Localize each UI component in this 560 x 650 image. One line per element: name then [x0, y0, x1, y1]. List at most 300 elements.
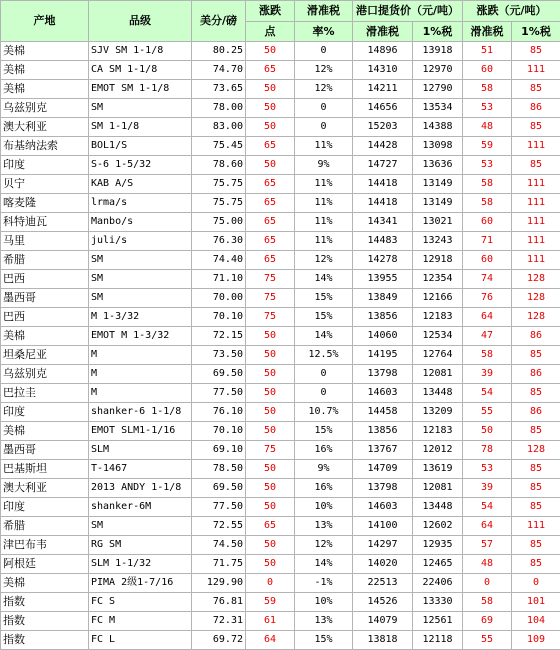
- cell-port-1pct: 12012: [413, 441, 463, 460]
- cell-delta-1pct: 86: [512, 365, 560, 384]
- cell-port-1pct: 12166: [413, 289, 463, 308]
- cell-delta-1pct: 111: [512, 61, 560, 80]
- cell-port-1pct: 13021: [413, 213, 463, 232]
- cell-delta-sliding: 69: [463, 612, 512, 631]
- cell-origin: 希腊: [1, 517, 89, 536]
- cell-tax: 12%: [295, 80, 353, 99]
- cell-change: 50: [246, 327, 295, 346]
- cell-grade: SM: [89, 251, 192, 270]
- cell-change: 75: [246, 270, 295, 289]
- cell-port-sliding: 14727: [353, 156, 413, 175]
- cell-tax: 15%: [295, 289, 353, 308]
- table-row: [1, 194, 560, 213]
- cell-change: 50: [246, 422, 295, 441]
- table-row: [1, 403, 560, 422]
- cell-port-1pct: 12534: [413, 327, 463, 346]
- cell-port-sliding: 14526: [353, 593, 413, 612]
- table-row: [1, 593, 560, 612]
- cell-origin: 贝宁: [1, 175, 89, 194]
- cell-delta-sliding: 57: [463, 536, 512, 555]
- cell-origin: 美棉: [1, 422, 89, 441]
- cell-change: 50: [246, 99, 295, 118]
- table-row: [1, 118, 560, 137]
- cell-grade: shanker-6M: [89, 498, 192, 517]
- cell-port-1pct: 13636: [413, 156, 463, 175]
- cell-price: 75.00: [192, 213, 246, 232]
- cell-port-sliding: 14603: [353, 384, 413, 403]
- table-row: [1, 42, 560, 61]
- cell-price: 72.55: [192, 517, 246, 536]
- cell-port-sliding: 22513: [353, 574, 413, 593]
- cell-price: 74.70: [192, 61, 246, 80]
- cell-tax: 11%: [295, 194, 353, 213]
- cell-delta-sliding: 48: [463, 118, 512, 137]
- cell-grade: SM: [89, 517, 192, 536]
- cell-delta-sliding: 58: [463, 593, 512, 612]
- cell-grade: shanker-6 1-1/8: [89, 403, 192, 422]
- cell-origin: 墨西哥: [1, 289, 89, 308]
- cell-port-sliding: 14428: [353, 137, 413, 156]
- cell-delta-sliding: 39: [463, 365, 512, 384]
- cell-change: 65: [246, 517, 295, 536]
- cell-price: 69.50: [192, 479, 246, 498]
- cell-port-sliding: 15203: [353, 118, 413, 137]
- table-row: [1, 574, 560, 593]
- table-row: [1, 232, 560, 251]
- cell-port-sliding: 14603: [353, 498, 413, 517]
- cell-change: 64: [246, 631, 295, 650]
- cell-delta-1pct: 86: [512, 99, 560, 118]
- cell-port-1pct: 13243: [413, 232, 463, 251]
- cell-grade: EMOT SM 1-1/8: [89, 80, 192, 99]
- cell-origin: 布基纳法索: [1, 137, 89, 156]
- cell-change: 75: [246, 441, 295, 460]
- cell-delta-1pct: 128: [512, 441, 560, 460]
- cell-grade: FC L: [89, 631, 192, 650]
- cell-delta-sliding: 50: [463, 422, 512, 441]
- cell-change: 65: [246, 61, 295, 80]
- table-row: [1, 365, 560, 384]
- table-row: [1, 175, 560, 194]
- header-delta-sliding: 滑准税: [463, 22, 512, 42]
- cell-change: 50: [246, 479, 295, 498]
- header-sliding-tax-sub: 率%: [295, 22, 353, 42]
- cell-delta-sliding: 55: [463, 403, 512, 422]
- cell-price: 72.15: [192, 327, 246, 346]
- cell-port-sliding: 13856: [353, 308, 413, 327]
- cell-grade: EMOT SLM1-1/16: [89, 422, 192, 441]
- table-row: [1, 270, 560, 289]
- cell-port-1pct: 13098: [413, 137, 463, 156]
- table-row: [1, 99, 560, 118]
- cell-delta-sliding: 55: [463, 631, 512, 650]
- cell-tax: 16%: [295, 441, 353, 460]
- cell-port-1pct: 12081: [413, 365, 463, 384]
- cell-grade: SM: [89, 289, 192, 308]
- cell-change: 50: [246, 365, 295, 384]
- cell-change: 50: [246, 555, 295, 574]
- cell-origin: 澳大利亚: [1, 118, 89, 137]
- cell-grade: SJV SM 1-1/8: [89, 42, 192, 61]
- cell-origin: 巴西: [1, 270, 89, 289]
- cell-port-1pct: 12602: [413, 517, 463, 536]
- table-row: [1, 441, 560, 460]
- cell-tax: 15%: [295, 422, 353, 441]
- cell-grade: BOL1/S: [89, 137, 192, 156]
- cell-port-1pct: 13448: [413, 384, 463, 403]
- cell-tax: 12%: [295, 536, 353, 555]
- cell-change: 59: [246, 593, 295, 612]
- cell-delta-1pct: 85: [512, 42, 560, 61]
- cell-grade: SLM 1-1/32: [89, 555, 192, 574]
- table-row: [1, 289, 560, 308]
- cell-price: 77.50: [192, 498, 246, 517]
- cell-tax: 14%: [295, 270, 353, 289]
- cell-delta-sliding: 51: [463, 42, 512, 61]
- cell-delta-1pct: 85: [512, 498, 560, 517]
- cell-origin: 津巴布韦: [1, 536, 89, 555]
- header-delta-1pct: 1%税: [512, 22, 560, 42]
- cell-delta-sliding: 53: [463, 156, 512, 175]
- header-port-price: 港口提货价（元/吨）: [353, 1, 463, 22]
- cell-grade: RG SM: [89, 536, 192, 555]
- cell-grade: S-6 1-5/32: [89, 156, 192, 175]
- cell-delta-sliding: 58: [463, 175, 512, 194]
- cell-port-1pct: 12790: [413, 80, 463, 99]
- cell-port-sliding: 14020: [353, 555, 413, 574]
- cell-price: 76.81: [192, 593, 246, 612]
- cell-port-sliding: 14079: [353, 612, 413, 631]
- cell-origin: 希腊: [1, 251, 89, 270]
- cell-port-sliding: 13955: [353, 270, 413, 289]
- cell-port-1pct: 12183: [413, 308, 463, 327]
- cell-port-1pct: 13918: [413, 42, 463, 61]
- cell-delta-1pct: 109: [512, 631, 560, 650]
- cell-delta-sliding: 64: [463, 308, 512, 327]
- cell-change: 65: [246, 137, 295, 156]
- cell-change: 65: [246, 175, 295, 194]
- table-row: [1, 422, 560, 441]
- cell-tax: 13%: [295, 517, 353, 536]
- table-row: [1, 137, 560, 156]
- cell-port-1pct: 12970: [413, 61, 463, 80]
- cell-delta-sliding: 39: [463, 479, 512, 498]
- cell-grade: EMOT M 1-3/32: [89, 327, 192, 346]
- cell-change: 75: [246, 289, 295, 308]
- cell-price: 129.90: [192, 574, 246, 593]
- cell-price: 73.65: [192, 80, 246, 99]
- cell-origin: 马里: [1, 232, 89, 251]
- table-row: [1, 498, 560, 517]
- cell-change: 50: [246, 384, 295, 403]
- cell-origin: 指数: [1, 631, 89, 650]
- cell-port-1pct: 13149: [413, 194, 463, 213]
- cell-change: 50: [246, 460, 295, 479]
- cell-delta-1pct: 111: [512, 175, 560, 194]
- cell-delta-sliding: 60: [463, 213, 512, 232]
- cell-price: 73.50: [192, 346, 246, 365]
- cell-delta-sliding: 53: [463, 99, 512, 118]
- cell-tax: 10%: [295, 498, 353, 517]
- table-row: [1, 327, 560, 346]
- cell-tax: 16%: [295, 479, 353, 498]
- cell-delta-1pct: 111: [512, 251, 560, 270]
- cell-delta-1pct: 85: [512, 555, 560, 574]
- cell-grade: 2013 ANDY 1-1/8: [89, 479, 192, 498]
- table-row: [1, 479, 560, 498]
- cell-price: 77.50: [192, 384, 246, 403]
- cell-change: 75: [246, 308, 295, 327]
- cell-port-1pct: 13619: [413, 460, 463, 479]
- cell-grade: T-1467: [89, 460, 192, 479]
- cell-port-1pct: 12081: [413, 479, 463, 498]
- cell-delta-sliding: 58: [463, 194, 512, 213]
- cell-grade: SM 1-1/8: [89, 118, 192, 137]
- cell-tax: 0: [295, 99, 353, 118]
- table-row: [1, 460, 560, 479]
- cell-tax: 11%: [295, 137, 353, 156]
- cell-tax: 10.7%: [295, 403, 353, 422]
- cell-origin: 喀麦隆: [1, 194, 89, 213]
- cell-grade: PIMA 2级1-7/16: [89, 574, 192, 593]
- cell-delta-1pct: 85: [512, 118, 560, 137]
- cell-port-1pct: 13149: [413, 175, 463, 194]
- cell-price: 75.45: [192, 137, 246, 156]
- cell-port-sliding: 14195: [353, 346, 413, 365]
- cell-port-sliding: 14310: [353, 61, 413, 80]
- cell-change: 50: [246, 42, 295, 61]
- cell-delta-sliding: 54: [463, 498, 512, 517]
- cell-port-1pct: 12465: [413, 555, 463, 574]
- cell-grade: SLM: [89, 441, 192, 460]
- cell-price: 78.50: [192, 460, 246, 479]
- cell-tax: 11%: [295, 175, 353, 194]
- cell-change: 50: [246, 536, 295, 555]
- cell-price: 76.30: [192, 232, 246, 251]
- cell-origin: 印度: [1, 156, 89, 175]
- cell-grade: FC M: [89, 612, 192, 631]
- cell-origin: 美棉: [1, 42, 89, 61]
- cell-port-1pct: 12118: [413, 631, 463, 650]
- cell-tax: 0: [295, 384, 353, 403]
- cell-change: 65: [246, 213, 295, 232]
- cell-port-sliding: 14341: [353, 213, 413, 232]
- cell-tax: 9%: [295, 460, 353, 479]
- cell-delta-1pct: 85: [512, 422, 560, 441]
- cell-delta-sliding: 71: [463, 232, 512, 251]
- header-sliding-tax: 滑准税: [295, 1, 353, 22]
- cell-price: 74.40: [192, 251, 246, 270]
- cell-port-sliding: 13798: [353, 365, 413, 384]
- table-row: [1, 213, 560, 232]
- table-row: [1, 308, 560, 327]
- cell-port-1pct: 12183: [413, 422, 463, 441]
- cell-delta-1pct: 85: [512, 156, 560, 175]
- cell-delta-sliding: 60: [463, 251, 512, 270]
- cell-delta-1pct: 85: [512, 384, 560, 403]
- table-row: [1, 517, 560, 536]
- table-row: [1, 80, 560, 99]
- cell-port-sliding: 13767: [353, 441, 413, 460]
- cell-delta-sliding: 64: [463, 517, 512, 536]
- cell-delta-1pct: 85: [512, 460, 560, 479]
- cell-delta-1pct: 86: [512, 327, 560, 346]
- cell-origin: 乌兹别克: [1, 365, 89, 384]
- cell-delta-1pct: 111: [512, 517, 560, 536]
- table-row: [1, 384, 560, 403]
- cell-port-sliding: 14656: [353, 99, 413, 118]
- cell-change: 65: [246, 232, 295, 251]
- cell-price: 78.00: [192, 99, 246, 118]
- cell-change: 50: [246, 156, 295, 175]
- header-cents-lb: 美分/磅: [192, 1, 246, 42]
- cell-port-sliding: 14060: [353, 327, 413, 346]
- cell-tax: 0: [295, 118, 353, 137]
- table-row: [1, 251, 560, 270]
- cell-port-sliding: 14709: [353, 460, 413, 479]
- cell-delta-sliding: 78: [463, 441, 512, 460]
- cell-port-sliding: 13856: [353, 422, 413, 441]
- cell-tax: 12%: [295, 61, 353, 80]
- cell-delta-1pct: 111: [512, 194, 560, 213]
- cell-port-1pct: 12918: [413, 251, 463, 270]
- cell-delta-1pct: 0: [512, 574, 560, 593]
- cell-price: 70.10: [192, 422, 246, 441]
- cell-change: 50: [246, 80, 295, 99]
- cell-port-sliding: 14483: [353, 232, 413, 251]
- cell-price: 71.10: [192, 270, 246, 289]
- cell-origin: 美棉: [1, 327, 89, 346]
- cell-origin: 澳大利亚: [1, 479, 89, 498]
- cell-port-sliding: 14211: [353, 80, 413, 99]
- cell-price: 69.10: [192, 441, 246, 460]
- cell-tax: 13%: [295, 612, 353, 631]
- cell-price: 75.75: [192, 194, 246, 213]
- cell-price: 71.75: [192, 555, 246, 574]
- cell-delta-sliding: 48: [463, 555, 512, 574]
- cell-origin: 美棉: [1, 574, 89, 593]
- cell-origin: 巴拉圭: [1, 384, 89, 403]
- cell-price: 72.31: [192, 612, 246, 631]
- cell-delta-sliding: 47: [463, 327, 512, 346]
- cell-delta-1pct: 128: [512, 308, 560, 327]
- cell-price: 83.00: [192, 118, 246, 137]
- cell-grade: FC S: [89, 593, 192, 612]
- cell-grade: KAB A/S: [89, 175, 192, 194]
- cell-port-1pct: 22406: [413, 574, 463, 593]
- header-change: 涨跌: [246, 1, 295, 22]
- header-port-1pct: 1%税: [413, 22, 463, 42]
- cell-delta-1pct: 104: [512, 612, 560, 631]
- cell-tax: 14%: [295, 327, 353, 346]
- cell-delta-1pct: 85: [512, 80, 560, 99]
- cell-delta-sliding: 76: [463, 289, 512, 308]
- cell-delta-1pct: 85: [512, 536, 560, 555]
- cell-change: 65: [246, 251, 295, 270]
- header-port-sliding: 滑准税: [353, 22, 413, 42]
- cell-port-sliding: 14100: [353, 517, 413, 536]
- cell-port-1pct: 13534: [413, 99, 463, 118]
- cell-delta-1pct: 111: [512, 137, 560, 156]
- cell-origin: 印度: [1, 403, 89, 422]
- cell-delta-1pct: 86: [512, 403, 560, 422]
- cell-change: 50: [246, 118, 295, 137]
- table-row: [1, 612, 560, 631]
- cell-origin: 美棉: [1, 61, 89, 80]
- cell-price: 69.50: [192, 365, 246, 384]
- cell-port-sliding: 13818: [353, 631, 413, 650]
- header-origin: 产地: [1, 1, 89, 42]
- cell-tax: 15%: [295, 631, 353, 650]
- cell-price: 80.25: [192, 42, 246, 61]
- cell-port-1pct: 12561: [413, 612, 463, 631]
- cell-port-sliding: 14418: [353, 175, 413, 194]
- cell-tax: 12%: [295, 251, 353, 270]
- header-delta: 涨跌（元/吨）: [463, 1, 560, 22]
- cell-port-sliding: 14418: [353, 194, 413, 213]
- cell-delta-1pct: 111: [512, 232, 560, 251]
- cell-origin: 指数: [1, 593, 89, 612]
- cell-grade: M: [89, 365, 192, 384]
- cell-grade: M 1-3/32: [89, 308, 192, 327]
- cell-port-sliding: 14278: [353, 251, 413, 270]
- cell-price: 70.10: [192, 308, 246, 327]
- cell-grade: CA SM 1-1/8: [89, 61, 192, 80]
- cell-port-1pct: 13448: [413, 498, 463, 517]
- cell-port-sliding: 13849: [353, 289, 413, 308]
- cell-delta-1pct: 85: [512, 479, 560, 498]
- cell-origin: 印度: [1, 498, 89, 517]
- table-row: [1, 555, 560, 574]
- table-row: [1, 536, 560, 555]
- table-header: [1, 1, 560, 42]
- cell-origin: 墨西哥: [1, 441, 89, 460]
- cell-port-1pct: 13330: [413, 593, 463, 612]
- cell-port-sliding: 14896: [353, 42, 413, 61]
- cell-tax: 11%: [295, 213, 353, 232]
- cell-tax: 14%: [295, 555, 353, 574]
- cell-port-1pct: 12935: [413, 536, 463, 555]
- cell-delta-sliding: 53: [463, 460, 512, 479]
- cell-change: 50: [246, 403, 295, 422]
- cell-change: 61: [246, 612, 295, 631]
- cell-grade: lrma/s: [89, 194, 192, 213]
- cell-tax: 0: [295, 365, 353, 384]
- cell-delta-sliding: 0: [463, 574, 512, 593]
- cell-port-1pct: 12354: [413, 270, 463, 289]
- header-row-1: [1, 1, 560, 22]
- cell-port-1pct: 13209: [413, 403, 463, 422]
- cell-origin: 坦桑尼亚: [1, 346, 89, 365]
- table-row: [1, 156, 560, 175]
- cell-delta-1pct: 101: [512, 593, 560, 612]
- cell-origin: 巴西: [1, 308, 89, 327]
- cell-grade: M: [89, 346, 192, 365]
- cell-delta-1pct: 128: [512, 289, 560, 308]
- table-row: [1, 346, 560, 365]
- cell-delta-1pct: 128: [512, 270, 560, 289]
- cell-origin: 指数: [1, 612, 89, 631]
- cell-delta-sliding: 58: [463, 80, 512, 99]
- cell-change: 50: [246, 346, 295, 365]
- cell-port-sliding: 14458: [353, 403, 413, 422]
- cell-origin: 乌兹别克: [1, 99, 89, 118]
- cell-tax: 10%: [295, 593, 353, 612]
- cell-origin: 美棉: [1, 80, 89, 99]
- cell-change: 50: [246, 498, 295, 517]
- table-row: [1, 61, 560, 80]
- cell-origin: 科特迪瓦: [1, 213, 89, 232]
